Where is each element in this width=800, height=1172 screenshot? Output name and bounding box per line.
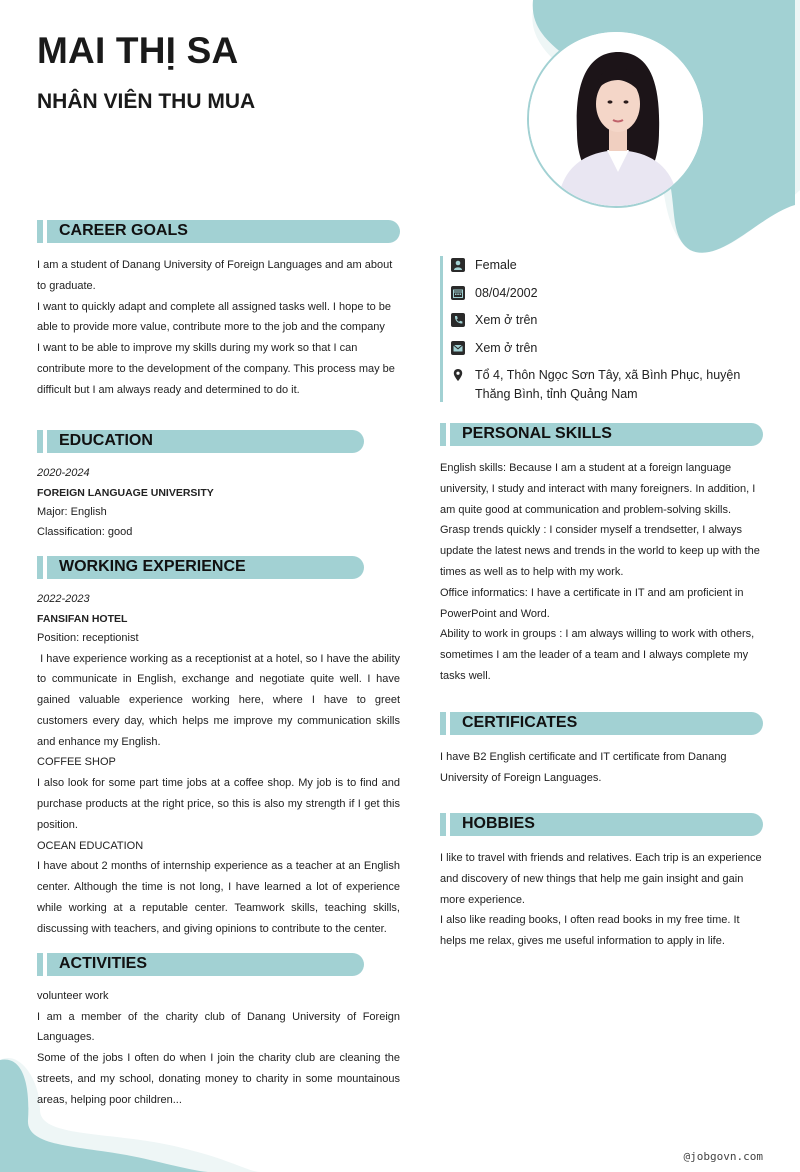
skill-line: Grasp trends quickly : I consider myself a trendsetter, I always update the latest news and trends in the world to keep up with the times as well as to help with my work. (440, 524, 760, 578)
experience-period: 2022-2023 (37, 593, 90, 605)
career-goal-line: I want to quickly adapt and complete all assigned tasks well. I hope to be able to provide more value, contribute more to the job and the company (37, 300, 392, 334)
education-school: FOREIGN LANGUAGE UNIVERSITY (37, 486, 214, 499)
hobby-text: I also like reading books, I often read books in my free time. It helps me relax, gives me useful information to apply in life. (440, 914, 740, 948)
contact-email (451, 339, 780, 358)
section-title: PERSONAL SKILLS (462, 425, 612, 442)
section-career-goals-heading (37, 220, 400, 243)
contact-gender (451, 256, 780, 275)
phone-value: Xem ở trên (475, 313, 538, 327)
section-skills-heading (440, 423, 763, 446)
section-education-heading (37, 430, 364, 453)
footer-watermark: @jobgovn.com (683, 1150, 763, 1163)
gender-value: Female (475, 258, 517, 272)
skill-line: Office informatics: I have a certificate in IT and am proficient in PowerPoint and Word. (440, 586, 744, 620)
contact-phone (451, 311, 780, 330)
section-title: CAREER GOALS (59, 222, 188, 239)
skill-line: English skills: Because I am a student at a foreign language university, I study and interact with many foreigners. In addition, I am quite good at communication and problem-solving skills. (440, 462, 756, 516)
profile-photo (527, 30, 705, 208)
section-title: HOBBIES (462, 815, 535, 832)
activity-description: Some of the jobs I often do when I join the charity club are cleaning the streets, and my school, donating money to charity in some mountainous areas, helping poor children... (37, 1052, 400, 1106)
job-title: NHÂN VIÊN THU MUA (37, 90, 256, 113)
skill-line: Ability to work in groups : I am always willing to work with others, sometimes I am the leader of a team and I always complete my tasks well. (440, 628, 755, 682)
certificate-text: I have B2 English certificate and IT certificate from Danang University of Foreign Languages. (440, 751, 727, 784)
person-photo-icon (529, 32, 705, 208)
education-block (37, 464, 400, 542)
experience-job-title: OCEAN EDUCATION (37, 839, 144, 852)
activity-title: volunteer work (37, 990, 109, 1002)
section-experience-heading (37, 556, 364, 579)
section-activities-heading (37, 953, 364, 976)
calendar-icon (451, 286, 465, 300)
education-classification: Classification: good (37, 525, 133, 538)
contact-address (451, 366, 780, 403)
section-title: WORKING EXPERIENCE (59, 558, 246, 575)
career-goal-line: I am a student of Danang University of Foreign Languages and am about to graduate. (37, 259, 393, 292)
email-icon (451, 341, 465, 355)
certificates-block (440, 747, 763, 789)
career-goal-line: I want to be able to improve my skills during my work so that I can contribute more to the development of the company. This process may be difficult but I am always ready and determined to do it. (37, 342, 395, 396)
section-hobbies-heading (440, 813, 763, 836)
candidate-name: MAI THỊ SA (37, 30, 239, 71)
experience-description: I also look for some part time jobs at a coffee shop. My job is to find and purchase products at the right price, so this is also my strength if I get this position. (37, 777, 400, 831)
experience-description: I have about 2 months of internship experience as a teacher at an English center. Although the time is not long, I have learned a lot of experience while working at a reputable center. Teamwork skills, teaching skills, discussing with teachers, and giving opinions to contribute to the center. (37, 860, 400, 935)
phone-icon (451, 313, 465, 327)
hobbies-block (440, 848, 763, 952)
contact-birthday (451, 284, 780, 303)
career-goals-text (37, 255, 400, 401)
contact-info (440, 256, 780, 402)
section-certificates-heading (440, 712, 763, 735)
education-period: 2020-2024 (37, 467, 90, 479)
section-title: EDUCATION (59, 432, 153, 449)
section-title: CERTIFICATES (462, 714, 578, 731)
location-pin-icon (451, 368, 465, 382)
email-value: Xem ở trên (475, 340, 538, 355)
activities-block (37, 987, 400, 1110)
education-major: Major: English (37, 506, 107, 518)
experience-block (37, 590, 404, 940)
hobby-text: I like to travel with friends and relatives. Each trip is an experience and discovery of new things that help me gain insight and gain more experience. (440, 852, 762, 906)
birthday-value: 08/04/2002 (475, 285, 538, 300)
experience-position: Position: receptionist (37, 632, 139, 644)
section-title: ACTIVITIES (59, 955, 148, 972)
experience-company: FANSIFAN HOTEL (37, 612, 128, 625)
person-icon (451, 258, 465, 272)
experience-job-title: COFFEE SHOP (37, 756, 116, 769)
address-value: Tổ 4, Thôn Ngọc Sơn Tây, xã Bình Phục, huyện Thăng Bình, tỉnh Quảng Nam (475, 368, 741, 401)
skills-block (440, 458, 763, 687)
experience-description: I have experience working as a receptionist at a hotel, so I have the ability to communicate in English, exchange and negotiate quite well. I have gained valuable experience working here, where I have to greet customers every day, which helps me improve my communication skills and enhance my English. (37, 652, 404, 748)
activity-description: I am a member of the charity club of Danang University of Foreign Languages. (37, 1010, 400, 1044)
